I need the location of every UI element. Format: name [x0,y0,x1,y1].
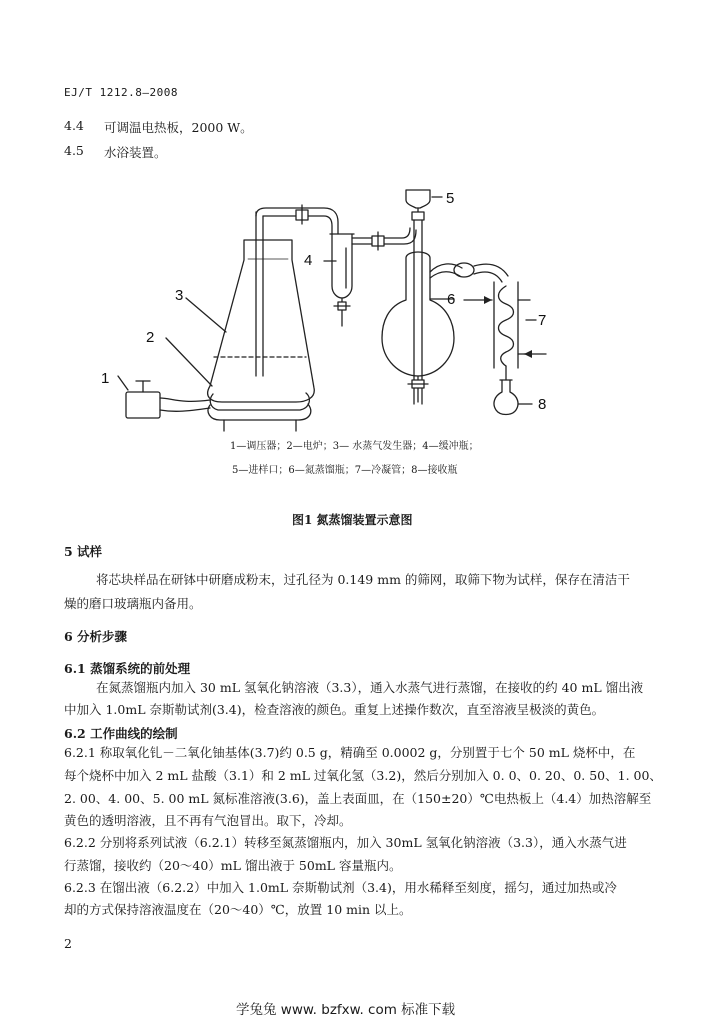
section-5-line-2: 燥的磨口玻璃瓶内备用。 [64,596,202,611]
section-6-2-2-line-2: 行蒸馏，接收约（20～40）mL 馏出液于 50mL 容量瓶内。 [64,858,402,873]
section-6-2-1-line-2: 每个烧杯中加入 2 mL 盐酸（3.1）和 2 mL 过氧化氢（3.2)，然后分别加入 0. 0、0. 20、0. 50、1. 00、 [64,768,662,783]
figure-title: 图1 氮蒸馏装置示意图 [292,513,413,527]
standard-id: EJ/T 1212.8—2008 [64,86,178,99]
label-8: 8 [538,396,547,413]
steam-generator-drawing [208,212,315,402]
item-4-4-number: 4.4 [64,118,84,133]
label-7: 7 [538,312,547,329]
label-6: 6 [447,291,456,308]
label-2: 2 [146,329,155,346]
section-6-1-line-2: 中加入 1.0mL 奈斯勒试剂(3.4)，检查溶液的颜色。重复上述操作数次，直至溶液呈极淡的黄色。 [64,702,605,717]
item-4-5-text: 水浴装置。 [104,145,167,160]
receiving-flask-drawing [494,380,518,415]
item-4-5-number: 4.5 [64,143,84,158]
section-6-2-1-line-1: 6.2.1 称取氧化钆－二氧化铀基体(3.7)约 0.5 g，精确至 0.0002 g，分别置于七个 50 mL 烧杯中，在 [64,745,636,760]
distillation-apparatus-diagram [0,0,724,440]
section-6-2-2-line-1: 6.2.2 分别将系列试液（6.2.1）转移至氮蒸馏瓶内，加入 30mL 氢氧化钠溶液（3.3），通入水蒸气进 [64,835,627,850]
electric-furnace-drawing [208,393,311,431]
label-4: 4 [304,252,313,269]
section-6-2-heading: 6.2 工作曲线的绘制 [64,726,178,741]
buffer-bottle-drawing [330,234,354,326]
label-3: 3 [175,287,184,304]
section-5-line-1: 将芯块样品在研钵中研磨成粉末，过孔径为 0.149 mm 的筛网，取筛下物为试样，保存在清洁干 [96,572,630,587]
voltage-regulator-drawing [126,381,210,418]
section-6-1-heading: 6.1 蒸馏系统的前处理 [64,661,191,676]
section-6-1-line-1: 在氮蒸馏瓶内加入 30 mL 氢氧化钠溶液（3.3），通入水蒸气进行蒸馏，在接收的约 40 mL 馏出液 [96,680,644,695]
sample-inlet-drawing [406,190,430,404]
section-6-2-3-line-2: 却的方式保持溶液温度在（20～40）℃，放置 10 min 以上。 [64,902,412,917]
condenser-drawing [494,282,530,380]
label-1: 1 [101,370,110,387]
figure-caption-line-1: 1—调压器；2—电炉；3— 水蒸气发生器；4—缓冲瓶； [230,441,479,452]
label-5: 5 [446,190,455,207]
section-6-heading: 6 分析步骤 [64,629,128,644]
section-6-2-1-line-4: 黄色的透明溶液，且不再有气泡冒出。取下，冷却。 [64,813,352,828]
item-4-4-text: 可调温电热板，2000 W。 [104,120,253,135]
site-footer: 学兔兔 www. bzfxw. com 标准下载 [236,1002,456,1018]
nitrogen-flask-drawing [382,252,508,402]
section-6-2-3-line-1: 6.2.3 在馏出液（6.2.2）中加入 1.0mL 奈斯勒试剂（3.4)，用水稀释至刻度，摇匀，通过加热或冷 [64,880,617,895]
page-number: 2 [64,936,72,951]
section-6-2-1-line-3: 2. 00、4. 00、5. 00 mL 氮标准溶液(3.6)，盖上表面皿，在（150±20）℃电热板上（4.4）加热溶解至 [64,791,652,806]
figure-caption-line-2: 5—进样口；6—氮蒸馏瓶；7—冷凝管；8—接收瓶 [232,465,458,476]
section-5-heading: 5 试样 [64,544,103,559]
